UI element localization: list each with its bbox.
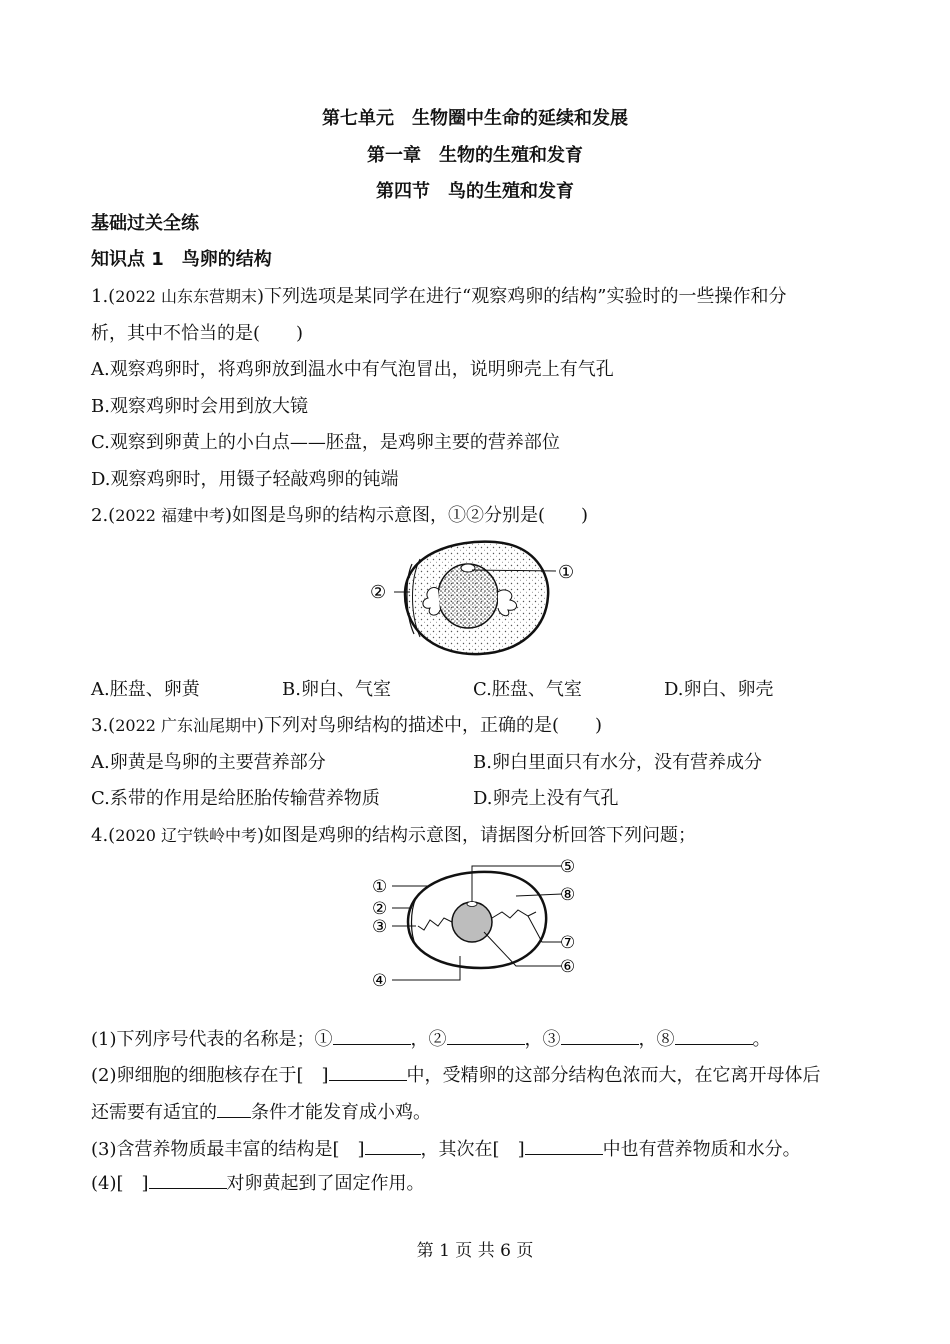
fig2-label-5: ⑤ bbox=[560, 857, 576, 877]
q4-number: 4.( bbox=[91, 825, 116, 846]
q4-sub1-sep3: ，③ bbox=[524, 1029, 561, 1050]
q1-option-a: A.观察鸡卵时，将鸡卵放到温水中有气泡冒出，说明卵壳上有气孔 bbox=[91, 359, 614, 380]
page-footer: 第 1 页 共 6 页 bbox=[416, 1241, 534, 1261]
q4-sub1-end: 。 bbox=[752, 1029, 771, 1050]
fig2-label-4: ④ bbox=[372, 971, 388, 991]
q3-source: 2022 广东汕尾期中 bbox=[115, 716, 258, 735]
q4-stem-text: )如图是鸡卵的结构示意图，请据图分析回答下列问题； bbox=[257, 825, 697, 846]
yolk-circle bbox=[452, 902, 492, 942]
q4-sub4-a: (4)[ ] bbox=[91, 1173, 149, 1194]
answer-blank[interactable] bbox=[329, 1062, 407, 1081]
q4-sub2-d: 条件才能发育成小鸡。 bbox=[251, 1102, 431, 1123]
answer-blank[interactable] bbox=[149, 1170, 227, 1189]
q1-option-c: C.观察到卵黄上的小白点——胚盘，是鸡卵主要的营养部位 bbox=[91, 432, 560, 453]
q3-stem-text: )下列对鸟卵结构的描述中，正确的是( ) bbox=[257, 715, 603, 736]
q2-option-a: A.胚盘、卵黄 bbox=[91, 679, 200, 700]
fig2-label-6: ⑥ bbox=[560, 957, 576, 977]
bird-egg-diagram bbox=[360, 534, 590, 664]
q1-stem-line1 bbox=[91, 285, 786, 309]
answer-blank[interactable] bbox=[365, 1136, 421, 1155]
q4-sub3 bbox=[91, 1136, 801, 1162]
q3-stem bbox=[91, 714, 602, 738]
q1-source: 2022 山东东营期末 bbox=[115, 287, 258, 306]
answer-blank[interactable] bbox=[217, 1099, 251, 1118]
q4-sub2-line1 bbox=[91, 1062, 821, 1088]
q4-sub2-c: 还需要有适宜的 bbox=[91, 1102, 217, 1123]
q2-option-b: B.卵白、气室 bbox=[282, 679, 391, 700]
q2-option-c: C.胚盘、气室 bbox=[473, 679, 582, 700]
q4-sub2-b: 中，受精卵的这部分结构色浓而大，在它离开母体后 bbox=[406, 1065, 821, 1086]
q4-sub1-sep2: ，② bbox=[410, 1029, 447, 1050]
q1-option-b: B.观察鸡卵时会用到放大镜 bbox=[91, 396, 308, 417]
q2-number: 2.( bbox=[91, 505, 116, 526]
q2-source: 2022 福建中考 bbox=[115, 506, 226, 525]
q1-number: 1.( bbox=[91, 286, 116, 307]
q4-sub4-b: 对卵黄起到了固定作用。 bbox=[226, 1173, 425, 1194]
q4-sub4 bbox=[91, 1170, 425, 1196]
q4-sub1-prefix: (1)下列序号代表的名称是；① bbox=[91, 1029, 333, 1050]
fig2-label-2: ② bbox=[372, 899, 388, 919]
q4-sub1-sep4: ，⑧ bbox=[638, 1029, 675, 1050]
q3-option-a: A.卵黄是鸟卵的主要营养部分 bbox=[91, 752, 326, 773]
unit-title: 第七单元 生物圈中生命的延续和发展 bbox=[322, 108, 628, 129]
q4-sub3-a: (3)含营养物质最丰富的结构是[ ] bbox=[91, 1139, 365, 1160]
q1-stem-line2: 析，其中不恰当的是( ) bbox=[91, 323, 304, 344]
q2-stem bbox=[91, 504, 588, 528]
fig2-label-1: ① bbox=[372, 877, 388, 897]
germinal-disc bbox=[461, 564, 475, 572]
chicken-egg-diagram bbox=[366, 856, 586, 991]
answer-blank[interactable] bbox=[525, 1136, 603, 1155]
answer-blank[interactable] bbox=[675, 1026, 753, 1045]
q4-sub2-a: (2)卵细胞的细胞核存在于[ ] bbox=[91, 1065, 329, 1086]
fig1-label-1: ① bbox=[558, 562, 575, 583]
q4-sub3-c: 中也有营养物质和水分。 bbox=[602, 1139, 801, 1160]
germinal-disc-small bbox=[467, 902, 477, 907]
q2-stem-text: )如图是鸟卵的结构示意图，①②分别是( ) bbox=[225, 505, 589, 526]
fig1-label-2: ② bbox=[370, 582, 387, 603]
q3-number: 3.( bbox=[91, 715, 116, 736]
chapter-title: 第一章 生物的生殖和发育 bbox=[367, 145, 583, 166]
answer-blank[interactable] bbox=[447, 1026, 525, 1045]
q4-stem bbox=[91, 824, 696, 848]
q4-sub3-b: ，其次在[ ] bbox=[420, 1139, 525, 1160]
q1-option-d: D.观察鸡卵时，用镊子轻敲鸡卵的钝端 bbox=[91, 469, 399, 490]
q3-option-d: D.卵壳上没有气孔 bbox=[473, 788, 619, 809]
q4-sub1 bbox=[91, 1026, 771, 1052]
practice-heading: 基础过关全练 bbox=[91, 213, 199, 234]
q4-sub2-line2 bbox=[91, 1099, 431, 1125]
q2-option-d: D.卵白、卵壳 bbox=[664, 679, 774, 700]
q3-option-c: C.系带的作用是给胚胎传输营养物质 bbox=[91, 788, 380, 809]
yolk bbox=[438, 564, 498, 628]
fig2-label-7: ⑦ bbox=[560, 933, 576, 953]
q4-source: 2020 辽宁铁岭中考 bbox=[115, 826, 258, 845]
answer-blank[interactable] bbox=[333, 1026, 411, 1045]
knowledge-point-heading: 知识点 1 鸟卵的结构 bbox=[91, 249, 272, 270]
fig2-label-3: ③ bbox=[372, 917, 388, 937]
q3-option-b: B.卵白里面只有水分，没有营养成分 bbox=[473, 752, 762, 773]
section-title: 第四节 鸟的生殖和发育 bbox=[376, 181, 574, 202]
q1-stem-text: )下列选项是某同学在进行“观察鸡卵的结构”实验时的一些操作和分 bbox=[257, 286, 787, 307]
answer-blank[interactable] bbox=[561, 1026, 639, 1045]
fig2-label-8: ⑧ bbox=[560, 885, 576, 905]
